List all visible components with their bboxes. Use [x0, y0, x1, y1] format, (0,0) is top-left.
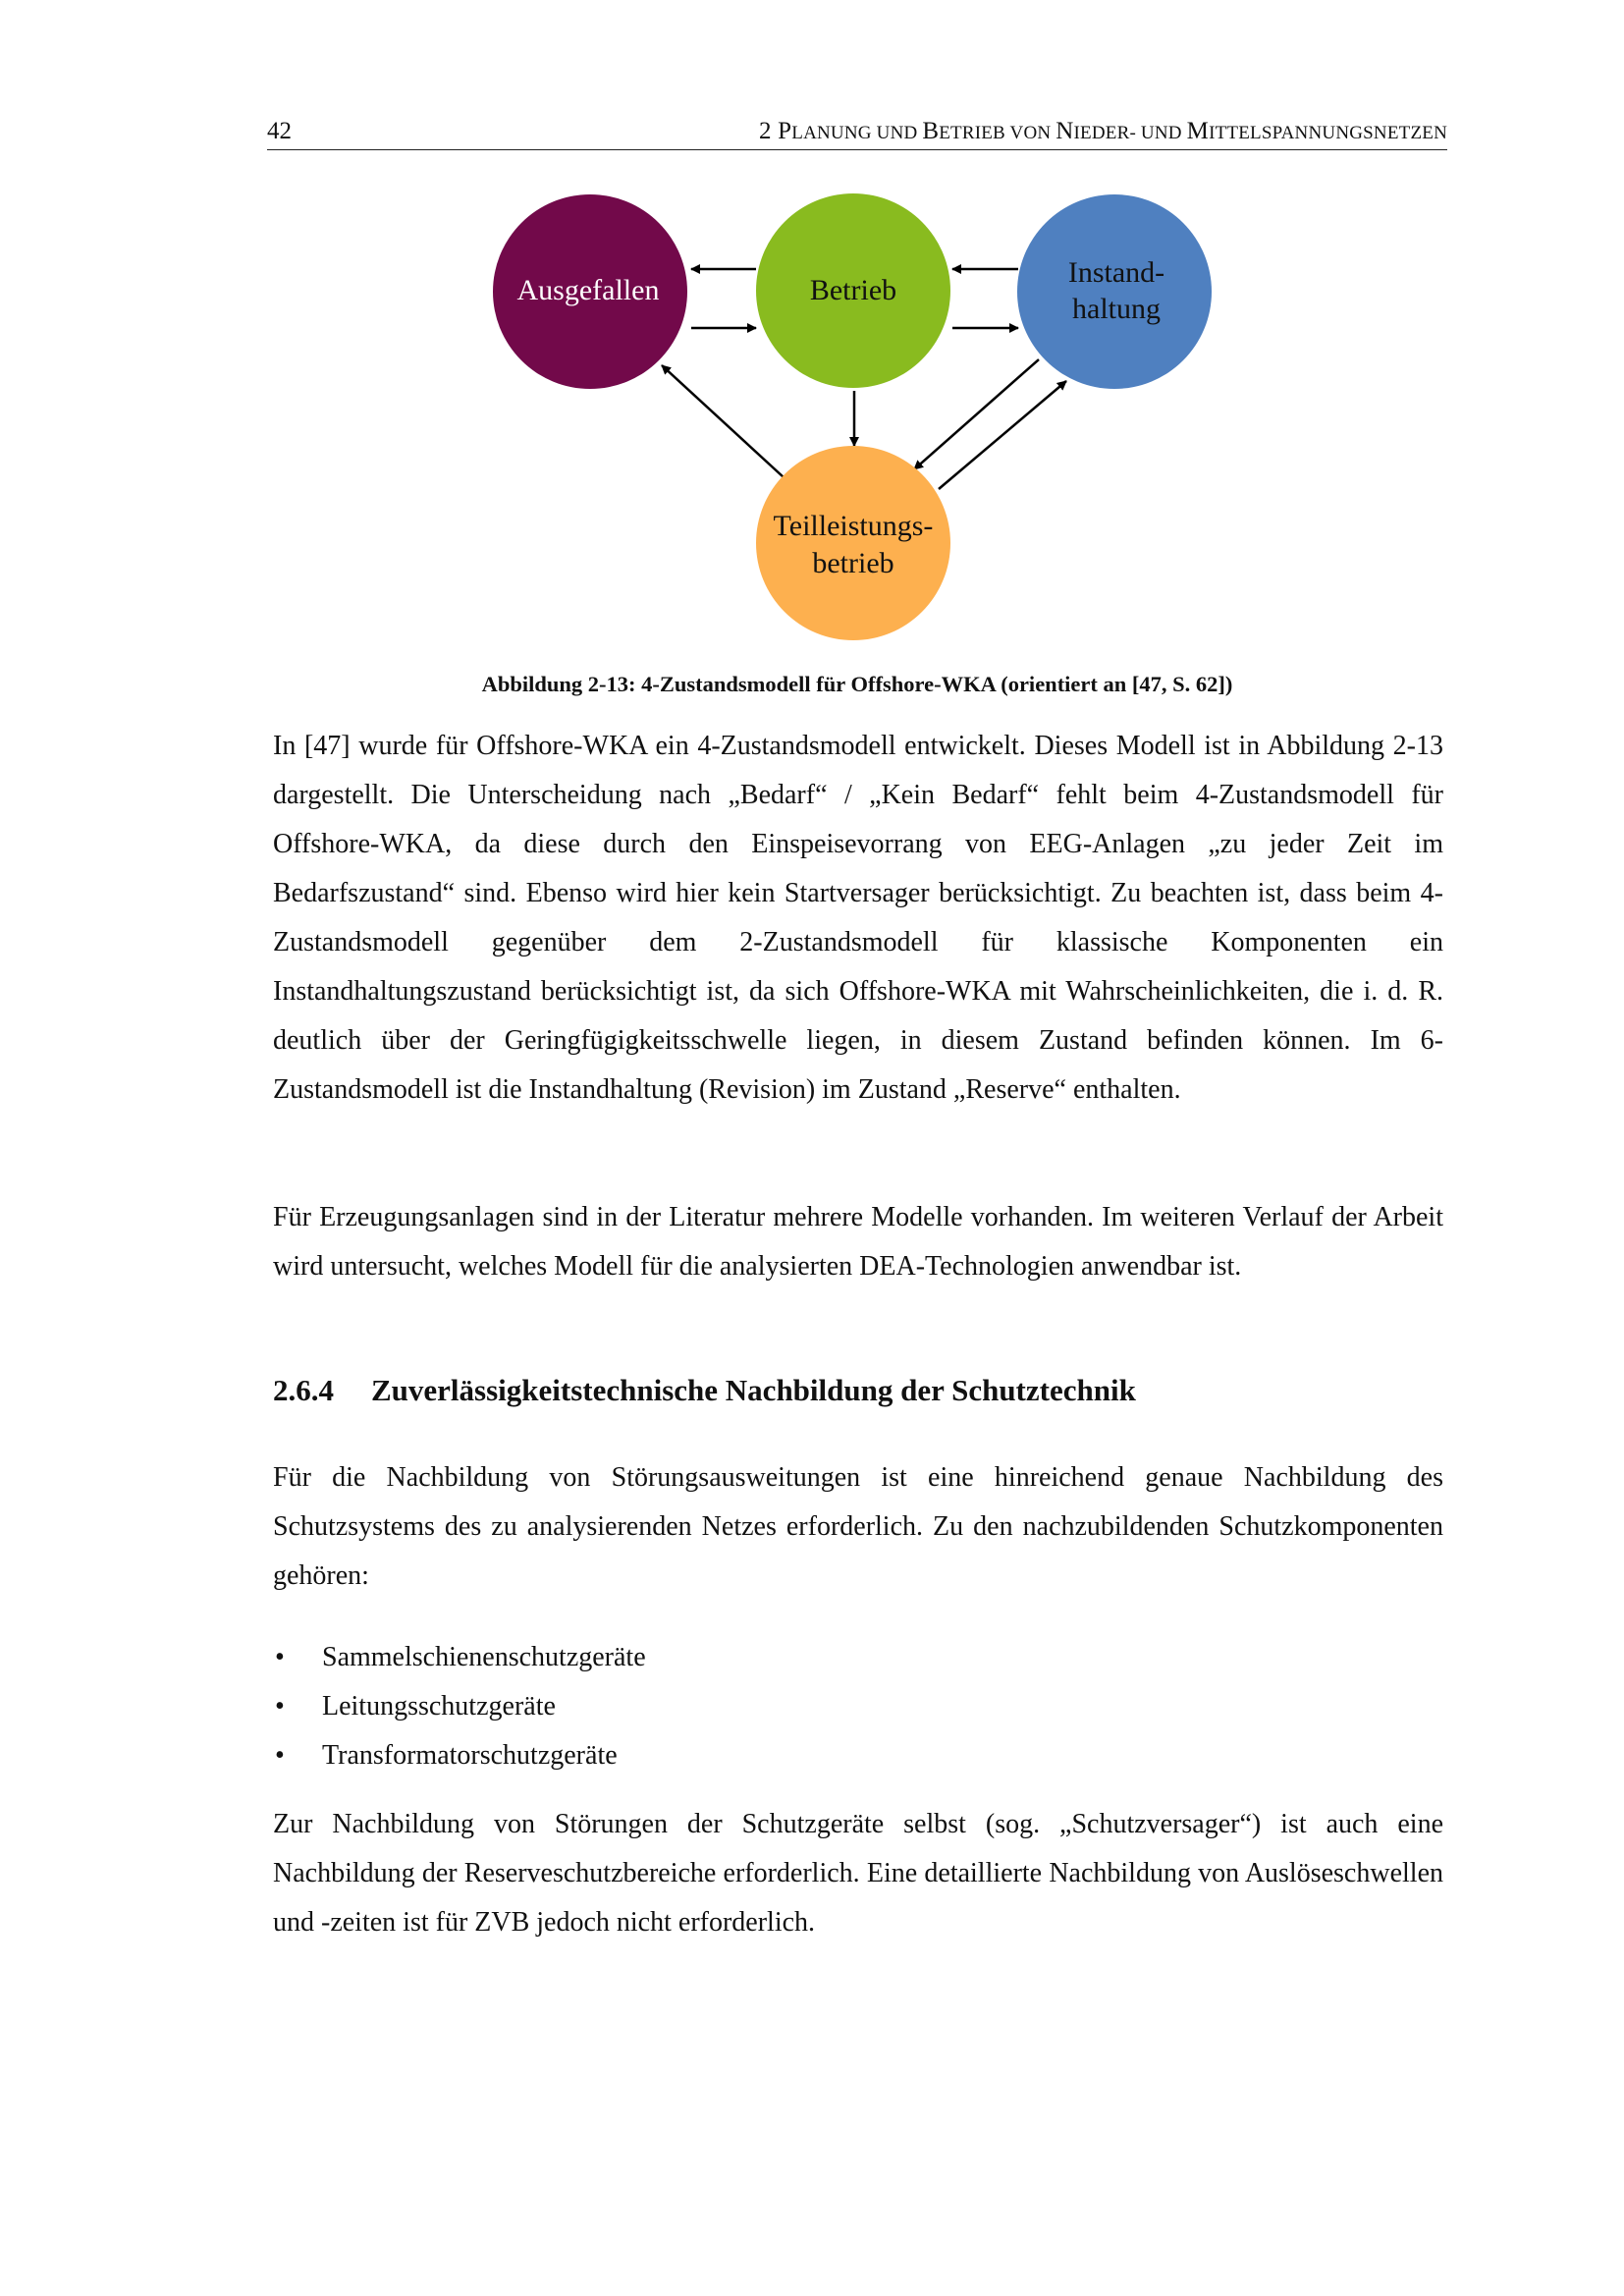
paragraph-3: Für die Nachbildung von Störungsausweitungen ist eine hinreichend genaue Nachbildung des Schutzsystems des zu analysierenden Netzes erforderlich. Zu den nachzubildenden Schutzkomponenten gehören:	[273, 1462, 1443, 1591]
label-ausgefallen: Ausgefallen	[516, 274, 660, 306]
label-instandhaltung-2: haltung	[1072, 293, 1161, 325]
list-item: • Transformatorschutzgeräte	[273, 1731, 646, 1780]
running-head: 2 PLANUNG UND BETRIEB VON NIEDER- UND MITTELSPANNUNGSNETZEN	[759, 118, 1447, 144]
state-instandhaltung	[1017, 194, 1212, 389]
label-teilleistung-2: betrieb	[812, 547, 894, 579]
arrow-instandhaltung-to-teilleistung	[914, 359, 1039, 469]
paragraph-1: In [47] wurde für Offshore-WKA ein 4-Zustandsmodell entwickelt. Dieses Modell ist in Abbildung 2-13 dargestellt. Die Unterscheidung nach „Bedarf“ / „Kein Bedarf“ fehlt beim 4-Zustandsmodell für Offshore-WKA, da diese durch den Einspeisevorrang von EEG-Anlagen „zu jeder Zeit im Bedarfszustand“ sind. Ebenso wird hier kein Startversager berücksichtigt. Zu beachten ist, dass beim 4-Zustandsmodell gegenüber dem 2-Zustandsmodell für klassische Komponenten ein Instandhaltungszustand berücksichtigt ist, da sich Offshore-WKA mit Wahrscheinlichkeiten, die i. d. R. deutlich über der Geringfügigkeitsschwelle liegen, in diesem Zustand befinden können. Im 6-Zustandsmodell ist die Instandhaltung (Revision) im Zustand „Reserve“ enthalten.	[273, 731, 1443, 1105]
bullet-icon: •	[275, 1740, 285, 1771]
page-number: 42	[267, 118, 292, 144]
arrow-teilleistung-to-ausgefallen	[662, 365, 784, 477]
label-betrieb: Betrieb	[809, 274, 897, 306]
list-item: • Sammelschienenschutzgeräte	[273, 1633, 646, 1682]
arrow-teilleistung-to-instandhaltung	[939, 381, 1066, 489]
figure-caption: Abbildung 2-13: 4-Zustandsmodell für Offshore-WKA (orientiert an [47, S. 62])	[481, 672, 1233, 696]
bullet-icon: •	[275, 1642, 285, 1672]
section-number: 2.6.4	[273, 1373, 334, 1407]
state-diagram	[0, 0, 1624, 668]
paragraph-4: Zur Nachbildung von Störungen der Schutzgeräte selbst (sog. „Schutzversager“) ist auch eine Nachbildung der Reserveschutzbereiche erforderlich. Eine detaillierte Nachbildung von Auslöseschwellen und -zeiten ist für ZVB jedoch nicht erforderlich.	[273, 1809, 1443, 1938]
paragraph-2: Für Erzeugungsanlagen sind in der Literatur mehrere Modelle vorhanden. Im weiteren Verlauf der Arbeit wird untersucht, welches Modell für die analysierten DEA-Technologien anwendbar ist.	[273, 1202, 1443, 1282]
label-instandhaltung-1: Instand-	[1067, 256, 1165, 289]
label-teilleistung-1: Teilleistungs-	[773, 510, 934, 542]
bullet-icon: •	[275, 1691, 285, 1722]
bullet-list	[273, 1633, 646, 1780]
state-teilleistung	[756, 446, 950, 640]
section-heading	[273, 1373, 1136, 1408]
section-title: Zuverlässigkeitstechnische Nachbildung der Schutztechnik	[371, 1373, 1136, 1407]
list-item: • Leitungsschutzgeräte	[273, 1682, 646, 1731]
